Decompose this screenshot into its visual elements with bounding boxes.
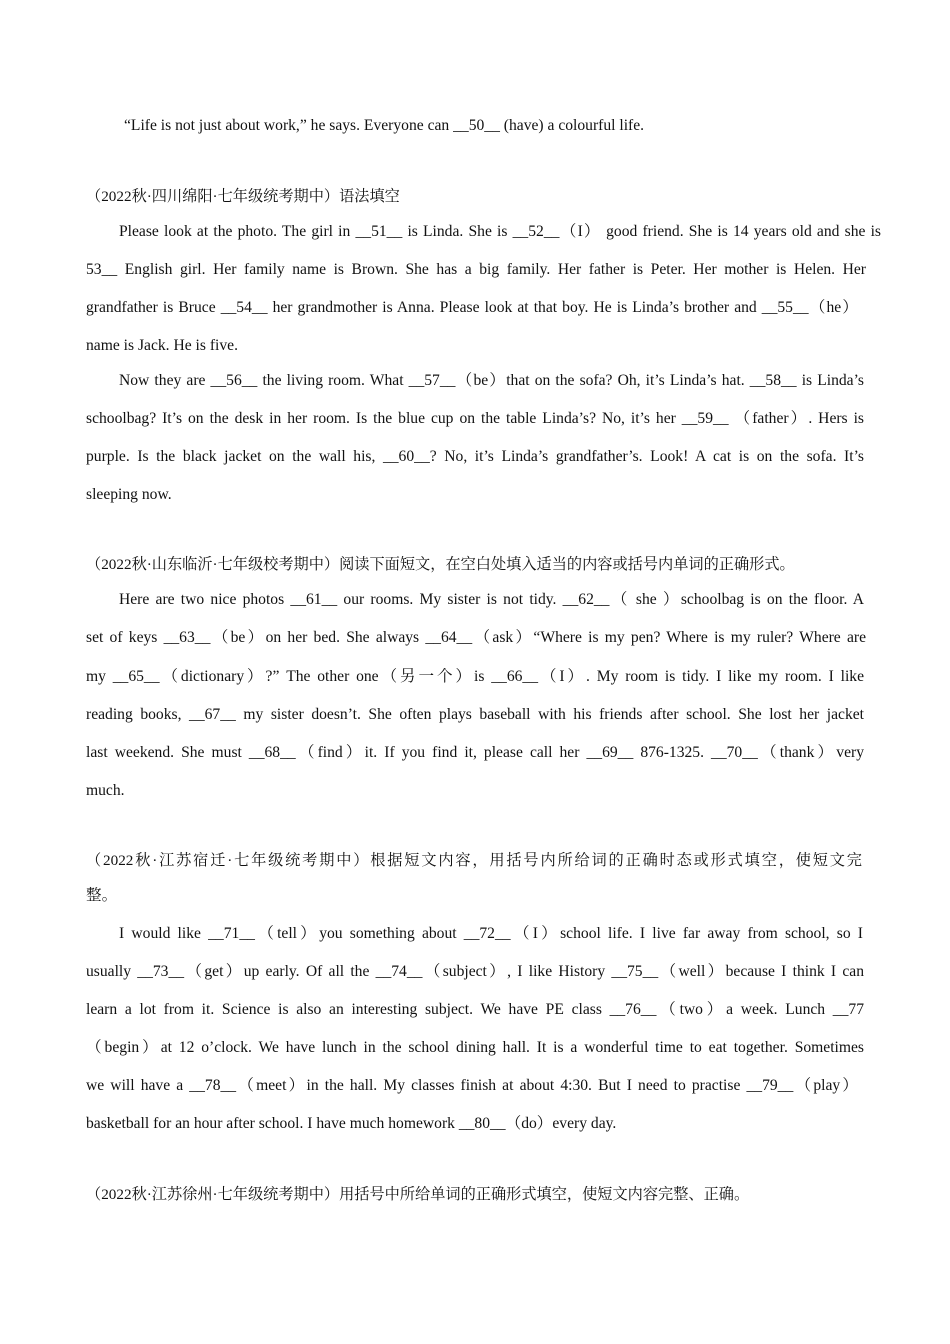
section-heading-mianyang: （2022秋·四川绵阳·七年级统考期中）语法填空 xyxy=(86,188,400,205)
text-line: last weekend. She must __68__（find）it. If you find it, please call her __69__ 876-1325. __70__（thank）very xyxy=(86,744,864,761)
passage-50-closing-line: “Life is not just about work,” he says. Everyone can __50__ (have) a colourful life. xyxy=(124,117,645,134)
text-line: schoolbag? It’s on the desk in her room. Is the blue cup on the table Linda’s? No, it’s her __59__ （father）. Hers is xyxy=(86,410,864,427)
text-line: Now they are __56__ the living room. What __57__（be）that on the sofa? Oh, it’s Linda’s hat. __58__ is Linda’s xyxy=(119,372,864,389)
text-line: 整。 xyxy=(86,887,118,904)
section-heading-linyi: （2022秋·山东临沂·七年级校考期中）阅读下面短文，在空白处填入适当的内容或括号内单词的正确形式。 xyxy=(86,556,795,573)
text-line: I would like __71__（tell）you something about __72__（I）school life. I live far away from school, so I xyxy=(119,925,863,942)
text-line: sleeping now. xyxy=(86,486,172,503)
text-line: grandfather is Bruce __54__ her grandmother is Anna. Please look at that boy. He is Linda’s brother and __55__（he） xyxy=(86,299,858,316)
text-line: my __65__（dictionary）?” The other one（另一个）is __66__（I）. My room is tidy. I like my room. I like xyxy=(86,668,864,685)
text-line: set of keys __63__（be）on her bed. She always __64__（ask）“Where is my pen? Where is my ruler? Where are xyxy=(86,629,866,646)
text-line: （begin）at 12 o’clock. We have lunch in the school dining hall. It is a wonderful time to eat together. Sometimes xyxy=(86,1039,864,1056)
text-line: learn a lot from it. Science is also an interesting subject. We have PE class __76__（two）a week. Lunch __77 xyxy=(86,1001,864,1018)
text-line: Here are two nice photos __61__ our rooms. My sister is not tidy. __62__（ she ）schoolbag is on the floor. A xyxy=(119,591,864,608)
text-line: reading books, __67__ my sister doesn’t. She often plays baseball with his friends after school. She lost her jacket xyxy=(86,706,864,723)
section-heading-suqian: （2022秋·江苏宿迁·七年级统考期中）根据短文内容，用括号内所给词的正确时态或形式填空，使短文完 xyxy=(86,852,862,869)
text-line: much. xyxy=(86,782,125,799)
text-line: basketball for an hour after school. I have much homework __80__（do）every day. xyxy=(86,1115,617,1132)
text-line: we will have a __78__（meet）in the hall. My classes finish at about 4:30. But I need to practise __79__（play） xyxy=(86,1077,858,1094)
section-heading-xuzhou: （2022秋·江苏徐州·七年级统考期中）用括号中所给单词的正确形式填空，使短文内容完整、正确。 xyxy=(86,1186,750,1203)
text-line: purple. Is the black jacket on the wall his, __60__? No, it’s Linda’s grandfather’s. Look! A cat is on the sofa. It’s xyxy=(86,448,864,465)
text-line: 53__ English girl. Her family name is Brown. She has a big family. Her father is Peter. Her mother is Helen. Her xyxy=(86,261,866,278)
text-line: Please look at the photo. The girl in __51__ is Linda. She is __52__（I） good friend. She is 14 years old and she is xyxy=(119,223,881,240)
text-line: name is Jack. He is five. xyxy=(86,337,238,354)
text-line: usually __73__（get）up early. Of all the __74__（subject）, I like History __75__（well）because I think I can xyxy=(86,963,864,980)
